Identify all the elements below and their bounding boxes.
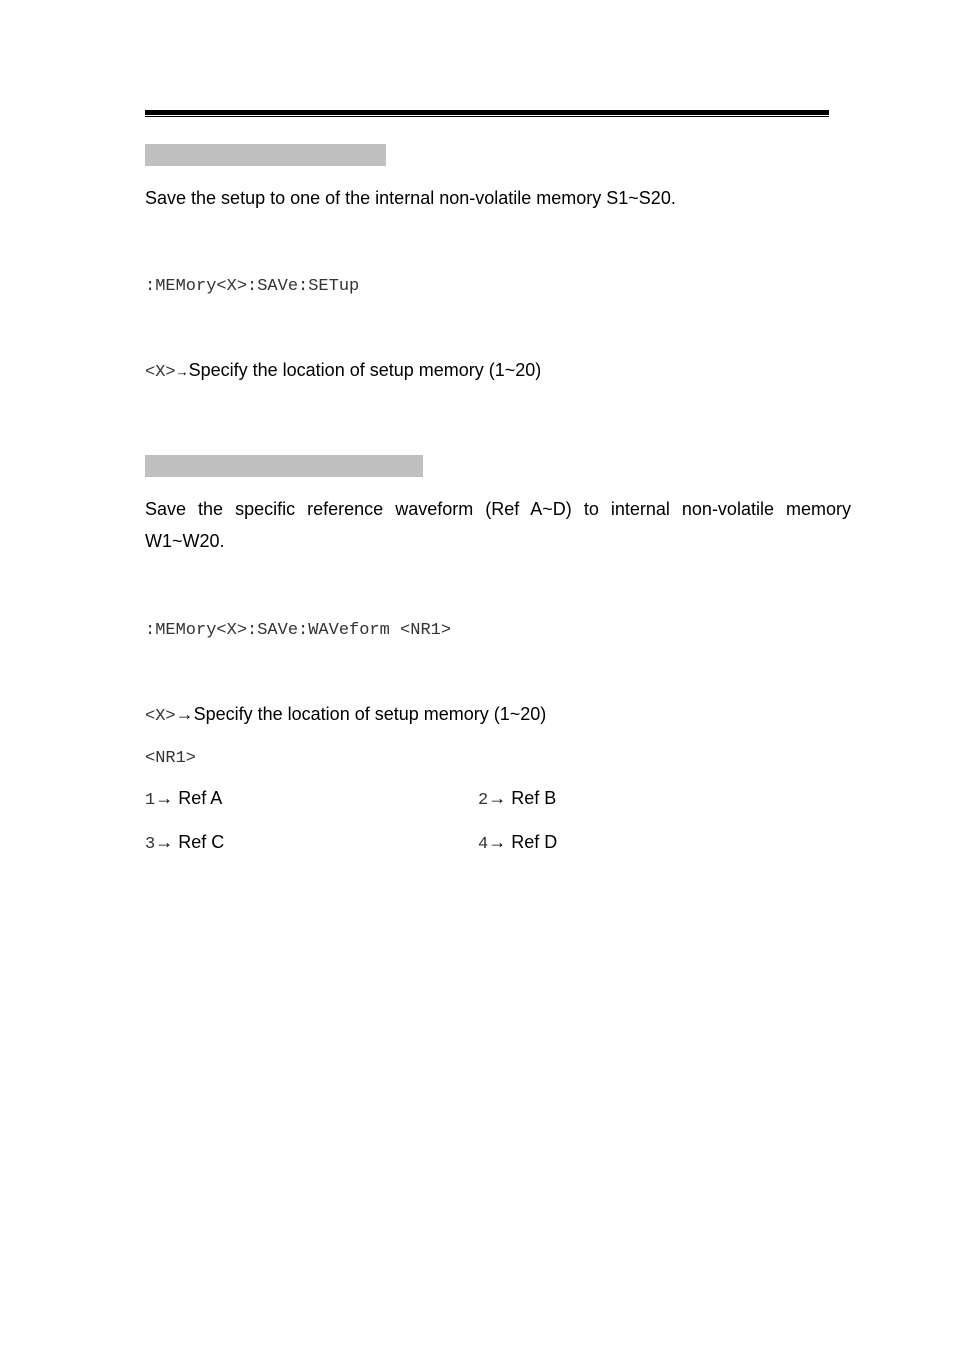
setup-param-x-text: Specify the location of setup memory (1~20) bbox=[188, 360, 542, 380]
option-arrow: → bbox=[488, 832, 507, 852]
option-label: Ref C bbox=[173, 832, 225, 852]
setup-syntax-code: :MEMory<X>:SAVe:SETup bbox=[145, 277, 360, 296]
option-arrow: → bbox=[488, 788, 507, 808]
waveform-param-x bbox=[145, 702, 546, 729]
option-ref-a bbox=[145, 786, 222, 813]
section-heading-bar-setup bbox=[145, 144, 386, 166]
option-label: Ref D bbox=[506, 832, 558, 852]
option-code: 1 bbox=[145, 791, 156, 810]
setup-param-x bbox=[145, 358, 541, 385]
option-code: 3 bbox=[145, 835, 156, 854]
option-ref-d bbox=[478, 830, 557, 857]
setup-param-x-name: <X> bbox=[145, 363, 176, 382]
setup-param-x-arrow: → bbox=[175, 364, 189, 379]
waveform-description: Save the specific reference waveform (Ref A~D) to internal non-volatile memory W1~W20. bbox=[145, 499, 851, 551]
top-rule-secondary bbox=[145, 116, 829, 117]
option-label: Ref A bbox=[173, 788, 223, 808]
option-arrow: → bbox=[155, 788, 174, 808]
option-arrow: → bbox=[155, 832, 174, 852]
waveform-param-x-name: <X> bbox=[145, 707, 176, 726]
section-heading-bar-waveform bbox=[145, 455, 423, 477]
setup-syntax bbox=[145, 272, 359, 299]
waveform-param-nr1-name: <NR1> bbox=[145, 749, 197, 768]
setup-description: Save the setup to one of the internal non-volatile memory S1~S20. bbox=[145, 188, 676, 208]
waveform-param-nr1 bbox=[145, 744, 196, 771]
top-rule bbox=[145, 110, 829, 115]
waveform-param-x-arrow: → bbox=[175, 704, 194, 724]
waveform-syntax bbox=[145, 616, 451, 643]
option-label: Ref B bbox=[506, 788, 557, 808]
waveform-param-x-text: Specify the location of setup memory (1~20) bbox=[193, 704, 547, 724]
option-ref-b bbox=[478, 786, 556, 813]
waveform-syntax-code: :MEMory<X>:SAVe:WAVeform <NR1> bbox=[145, 621, 452, 640]
option-code: 2 bbox=[478, 791, 489, 810]
option-ref-c bbox=[145, 830, 224, 857]
option-code: 4 bbox=[478, 835, 489, 854]
